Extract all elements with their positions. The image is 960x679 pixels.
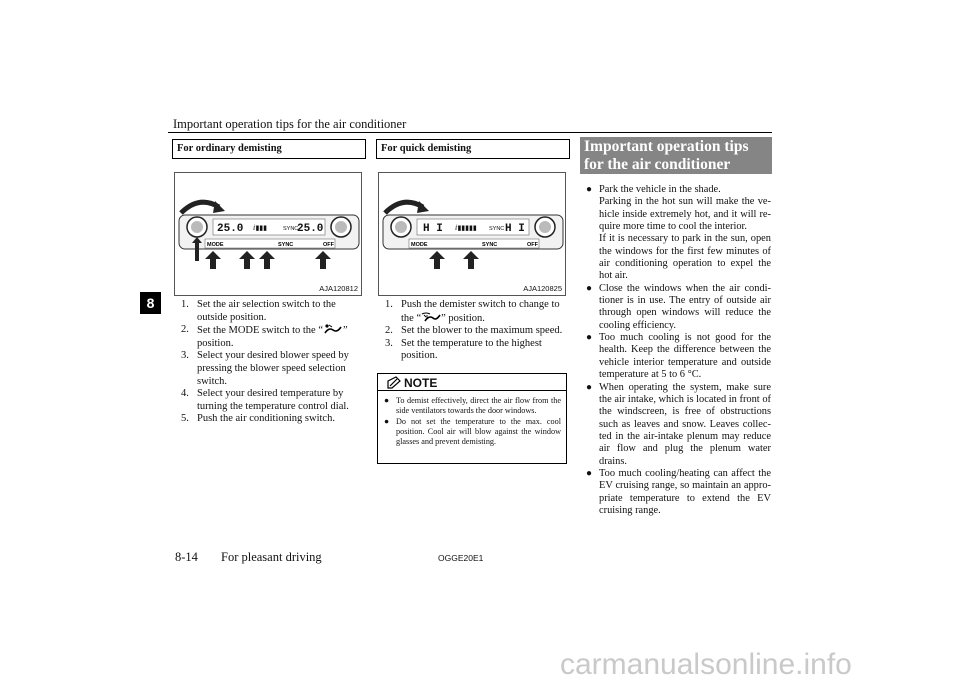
quick-demisting-figure	[378, 172, 566, 296]
header-rule	[168, 132, 772, 133]
off-button-label: OFF	[527, 242, 538, 248]
section-title: Important operation tips for the air conditioner	[580, 137, 772, 174]
bullet-icon: ●	[384, 415, 390, 426]
up-arrow-icon	[315, 251, 331, 269]
document-code: OGGE20E1	[438, 553, 484, 563]
figure-code: AJA120825	[523, 284, 562, 293]
face-foot-mode-icon	[323, 324, 343, 334]
note-box	[377, 373, 567, 464]
bullet-icon: ●	[586, 381, 593, 393]
ordinary-demisting-figure	[174, 172, 362, 296]
list-item: 2. Set the MODE switch to the “ ” position.	[181, 324, 348, 349]
up-arrow-icon	[429, 251, 445, 269]
note-header	[378, 374, 566, 391]
list-item: 5. Push the air conditioning switch.	[181, 413, 335, 425]
up-arrow-icon	[239, 251, 255, 269]
up-arrow-icon	[463, 251, 479, 269]
list-item: ● To demist effectively, direct the air flow from the side ventilators towards the door windows.	[384, 395, 561, 415]
sync-button-label: SYNC	[482, 242, 498, 248]
list-item: ● When operating the system, make sure the air intake, which is located in front of the windscreen, is free of obstructions such as leaves and snow. Leaves collected in the air-intake plenum may reduce air flow and plug the plenum water drains.	[586, 381, 771, 467]
up-arrow-icon	[205, 251, 221, 269]
note-icon	[387, 376, 401, 389]
sync-button-label: SYNC	[278, 242, 294, 248]
list-item: 2. Set the blower to the maximum speed.	[385, 325, 563, 337]
display-left-temp: 25.0	[217, 223, 244, 235]
figure-code: AJA120812	[319, 284, 358, 293]
list-item: ● Do not set the temperature to the max. cool position. Cool air will blow against the window glasses and prevent demisting.	[384, 415, 561, 446]
display-right-temp: 25.0	[297, 223, 324, 235]
bullet-icon: ●	[586, 282, 593, 294]
up-arrow-icon	[259, 251, 275, 269]
demister-mode-icon	[421, 312, 441, 322]
list-item: ● Close the windows when the air conditioner is in use. The entry of outside air through open windows will reduce the cooling efficiency.	[586, 282, 771, 331]
list-item: 1. Push the demister switch to change to the “ ” position.	[385, 299, 560, 324]
bullet-icon: ●	[586, 467, 593, 479]
page-number: 8-14	[175, 550, 198, 564]
mode-button-label: MODE	[411, 242, 428, 248]
note-label: NOTE	[404, 376, 438, 390]
fan-level-icon: ⅈ▮▮▮▮▮	[455, 224, 477, 232]
list-item: ● Too much cooling/heating can affect the EV cruising range, so maintain an appropriate temperature to extend the EV cruising range.	[586, 467, 771, 516]
display-left-temp: H I	[423, 223, 443, 235]
off-button-label: OFF	[323, 242, 334, 248]
chapter-tab: 8	[140, 292, 161, 314]
ordinary-demisting-steps	[181, 299, 364, 426]
list-item: ● Park the vehicle in the shade. Parking in the hot sun will make the vehicle inside extremely hot, and it will require more time to cool the interior. If it is necessary to park in the sun, open the windows for the first few minutes of air conditioning operation to expel the hot air.	[586, 184, 771, 282]
fan-level-icon: ⅈ▮▮▮	[253, 224, 268, 232]
quick-demisting-heading: For quick demisting	[376, 139, 570, 159]
bullet-icon: ●	[586, 184, 593, 195]
running-header: Important operation tips for the air conditioner	[173, 117, 407, 131]
ordinary-demisting-heading: For ordinary demisting	[172, 139, 366, 159]
list-item: 3. Set the temperature to the highest position.	[385, 337, 542, 362]
tips-list	[586, 184, 771, 517]
display-right-temp: H I	[505, 223, 525, 235]
display-sync-label: SYNC	[283, 226, 299, 232]
bullet-icon: ●	[586, 332, 593, 344]
note-list	[378, 391, 566, 447]
list-item: ● Too much cooling is not good for the health. Keep the difference between the vehicle interior temperature and outside temperature at 5 to 6 °C.	[586, 332, 771, 381]
list-item: 3. Select your desired blower speed by pressing the blower speed selection switch.	[181, 350, 349, 387]
quick-demisting-steps	[385, 299, 565, 363]
mode-button-label: MODE	[207, 242, 224, 248]
list-item: 1. Set the air selection switch to the outside position.	[181, 299, 336, 323]
bullet-icon: ●	[384, 395, 390, 405]
list-item: 4. Select your desired temperature by turning the temperature control dial.	[181, 388, 349, 412]
display-sync-label: SYNC	[489, 226, 505, 232]
footer-chapter: For pleasant driving	[221, 550, 322, 564]
watermark: carmanualsonline.info	[560, 648, 852, 679]
